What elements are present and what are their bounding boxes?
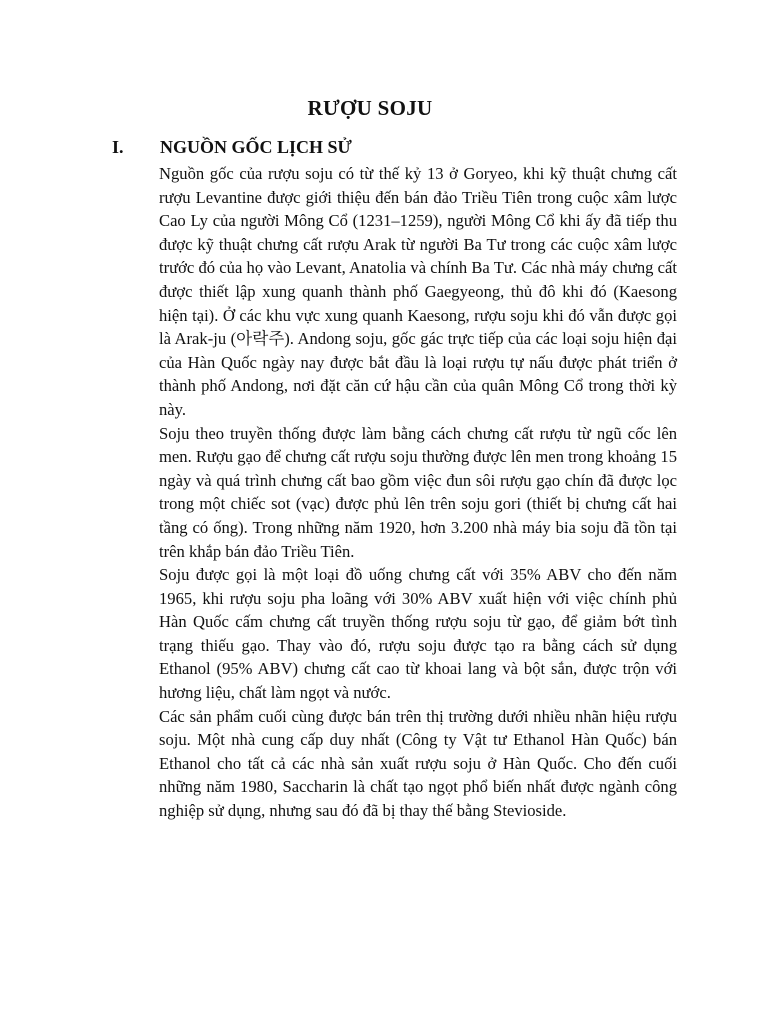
- paragraph-diluted-soju: Soju được gọi là một loại đồ uống chưng cất với 35% ABV cho đến năm 1965, khi rượu soju pha loãng với 30% ABV xuất hiện với việc chính phủ Hàn Quốc cấm chưng cất truyền thống rượu soju từ gạo, để giảm bớt tình trạng thiếu gạo. Thay vào đó, rượu soju được tạo ra bằng cách sử dụng Ethanol (95% ABV) chưng cất cao từ khoai lang và bột sắn, được trộn với hương liệu, chất làm ngọt và nước.: [159, 565, 677, 703]
- section-heading: [112, 137, 682, 161]
- paragraph-brands-sweeteners: Các sản phẩm cuối cùng được bán trên thị trường dưới nhiều nhãn hiệu rượu soju. Một nhà cung cấp duy nhất (Công ty Vật tư Ethanol Hàn Quốc) bán Ethanol cho tất cả các nhà sản xuất rượu soju ở Hàn Quốc. Cho đến cuối những năm 1980, Saccharin là chất tạo ngọt phổ biến nhất được ngành công nghiệp sử dụng, nhưng sau đó đã bị thay thế bằng Stevioside.: [159, 706, 677, 821]
- section-body: [159, 162, 677, 823]
- section-title: NGUỒN GỐC LỊCH SỬ: [160, 137, 352, 157]
- section-number: I.: [112, 137, 124, 157]
- paragraph-origin: Nguồn gốc của rượu soju có từ thế kỷ 13 ở Goryeo, khi kỹ thuật chưng cất rượu Levantine được giới thiệu đến bán đảo Triều Tiên trong cuộc xâm lược Cao Ly của người Mông Cổ (1231–1259), người Mông Cổ khi ấy đã tiếp thu được kỹ thuật chưng cất rượu Arak từ người Ba Tư trong các cuộc xâm lược trước đó của họ vào Levant, Anatolia và chính Ba Tư. Các nhà máy chưng cất được thiết lập xung quanh thành phố Gaegyeong, thủ đô khi đó (Kaesong hiện tại). Ở các khu vực xung quanh Kaesong, rượu soju khi đó vẫn được gọi là Arak-ju (아락주). Andong soju, gốc gác trực tiếp của các loại soju hiện đại của Hàn Quốc ngày nay được bắt đầu là loại rượu tự nấu được phát triển ở thành phố Andong, nơi đặt căn cứ hậu cần của quân Mông Cổ trong thời kỳ này.: [159, 164, 677, 419]
- paragraph-traditional-production: Soju theo truyền thống được làm bằng cách chưng cất rượu từ ngũ cốc lên men. Rượu gạo để chưng cất rượu soju thường được lên men trong khoảng 15 ngày và quá trình chưng cất bao gồm việc đun sôi rượu gạo chín đã được lọc trong một chiếc sot (vạc) được phủ lên trên soju gori (thiết bị chưng cất hai tầng có ống). Trong những năm 1920, hơn 3.200 nhà máy bia soju đã tồn tại trên khắp bán đảo Triều Tiên.: [159, 423, 677, 561]
- document-title: RƯỢU SOJU: [307, 96, 433, 120]
